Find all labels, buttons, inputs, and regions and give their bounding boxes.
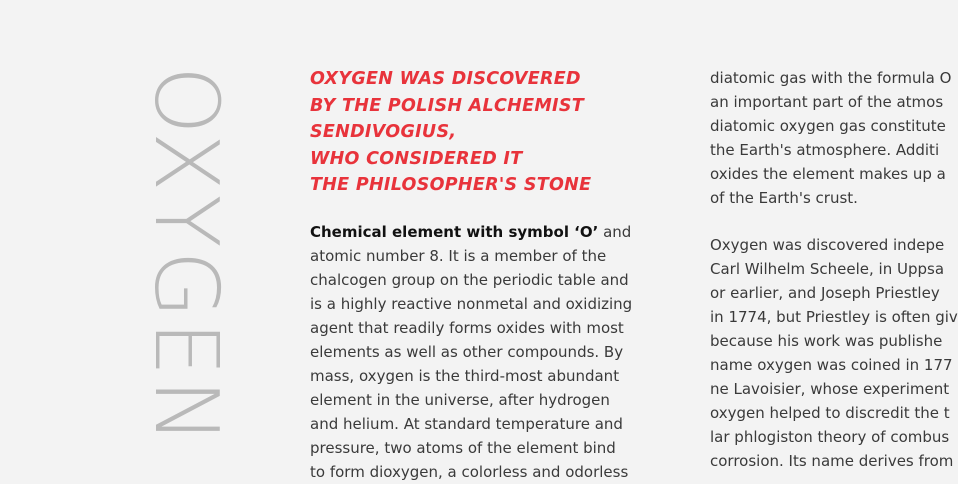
right-line: corrosion. Its name derives from	[710, 452, 954, 470]
right-column	[710, 66, 958, 473]
body-line: chalcogen group on the periodic table and	[310, 271, 629, 289]
body-line: mass, oxygen is the third-most abundant	[310, 367, 620, 385]
right-line: oxides the element makes up a	[710, 165, 946, 183]
right-line: Carl Wilhelm Scheele, in Uppsa	[710, 260, 945, 278]
right-line: the Earth's atmosphere. Additi	[710, 141, 940, 159]
body-line: and helium. At standard temperature and	[310, 415, 623, 433]
right-line: or earlier, and Joseph Priestley	[710, 284, 940, 302]
headline	[310, 66, 640, 199]
body-line: pressure, two atoms of the element bind	[310, 439, 616, 457]
right-line: diatomic oxygen gas constitute	[710, 117, 946, 135]
headline-line: BY THE POLISH ALCHEMIST	[310, 95, 584, 116]
right-line: ne Lavoisier, whose experiment	[710, 380, 950, 398]
body-line: element in the universe, after hydrogen	[310, 391, 610, 409]
right-line: name oxygen was coined in 177	[710, 356, 953, 374]
headline-line: SENDIVOGIUS,	[310, 122, 457, 142]
vertical-title	[135, 66, 237, 475]
body-paragraph	[310, 220, 650, 484]
body-line: elements as well as other compounds. By	[310, 343, 624, 361]
body-line: agent that readily forms oxides with most	[310, 319, 624, 337]
right-line: lar phlogiston theory of combus	[710, 428, 950, 446]
right-line: because his work was publishe	[710, 332, 943, 350]
body-lead-bold: Chemical element with symbol ‘O’	[310, 223, 599, 241]
right-line: Oxygen was discovered indepe	[710, 236, 945, 254]
paragraph-gap	[710, 210, 950, 233]
body-line: is a highly reactive nonmetal and oxidizing	[310, 295, 633, 313]
right-line: diatomic gas with the formula O	[710, 69, 952, 87]
right-line: in 1774, but Priestley is often giv	[710, 308, 958, 326]
headline-line: OXYGEN WAS DISCOVERED	[310, 69, 581, 89]
body-line: to form dioxygen, a colorless and odorless	[310, 463, 629, 481]
right-line: oxygen helped to discredit the t	[710, 404, 950, 422]
headline-line: WHO CONSIDERED IT	[310, 148, 523, 169]
right-line: of the Earth's crust.	[710, 189, 858, 207]
headline-line: THE PHILOSOPHER'S STONE	[310, 175, 592, 195]
body-line-rest: and	[598, 223, 632, 241]
body-line: atomic number 8. It is a member of the	[310, 247, 607, 265]
vertical-title-text: OXYGEN	[135, 66, 237, 448]
body-line	[310, 220, 650, 244]
right-line: an important part of the atmos	[710, 93, 944, 111]
